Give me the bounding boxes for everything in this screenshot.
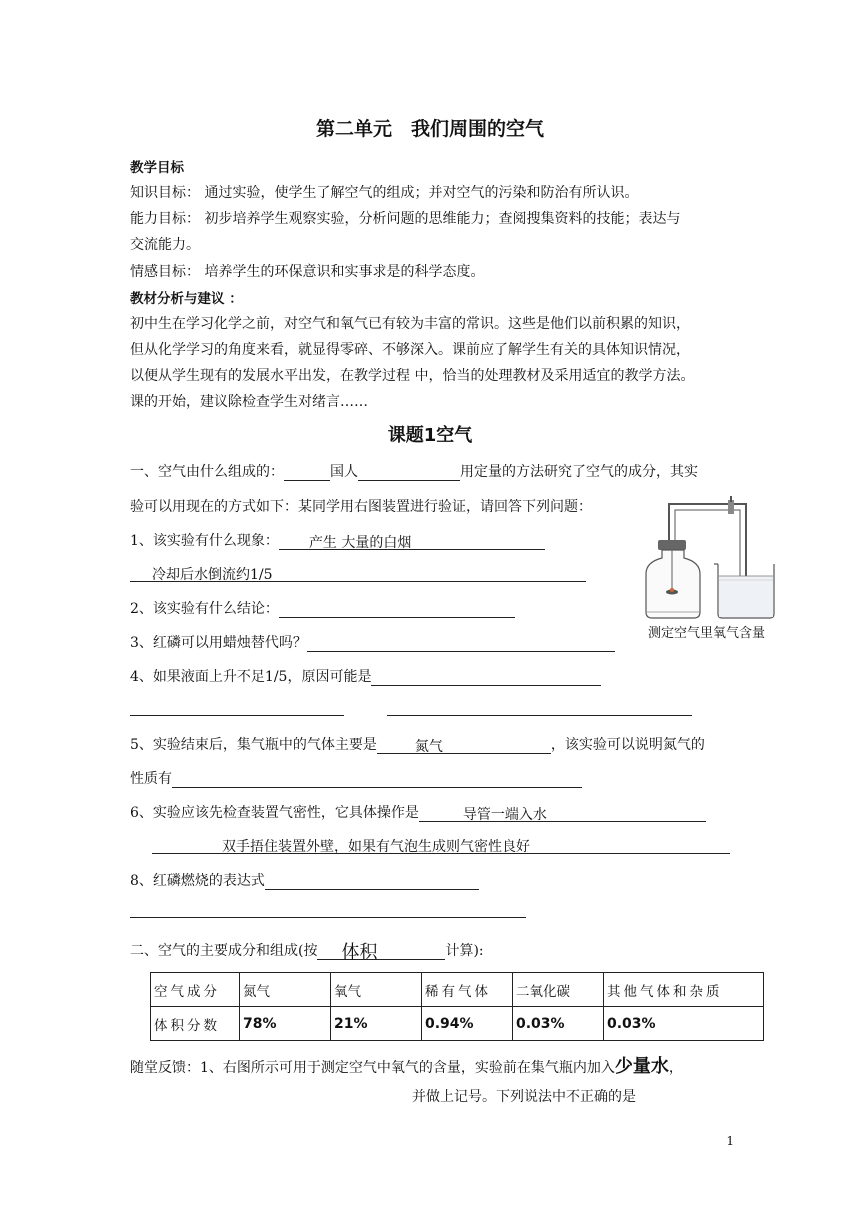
blank[interactable] (265, 871, 479, 890)
analysis-heading: 教材分析与建议 ： (130, 291, 243, 307)
blank[interactable] (371, 667, 601, 686)
emotion-objective: 情感目标： 培养学生的环保意识和实事求是的科学态度。 (130, 264, 485, 280)
answer-field[interactable]: 氮气 (377, 736, 551, 754)
feedback-line1: 随堂反馈：1、右图所示可用于测定空气中氧气的含量，实验前在集气瓶内加入少量水， (130, 1056, 683, 1077)
knowledge-objective: 知识目标： 通过实验，使学生了解空气的组成；并对空气的污染和防治有所认识。 (130, 185, 639, 201)
blank[interactable] (358, 462, 460, 481)
figure-caption: 测定空气里氧气含量 (648, 626, 766, 641)
table-cell: 21% (331, 1007, 422, 1041)
item-2: 2、该实验有什么结论： (130, 598, 515, 618)
objectives-heading: 教学目标 (130, 160, 184, 176)
air-composition-table (150, 972, 764, 1041)
table-cell: 体积分数 (151, 1007, 240, 1041)
q1-line2: 验可以用现在的方式如下：某同学用右图装置进行验证，请回答下列问题： (130, 499, 592, 515)
table-cell: 0.03% (604, 1007, 764, 1041)
answer-field[interactable]: 冷却后水倒流约1/5 (130, 564, 586, 582)
item-5: 5、实验结束后，集气瓶中的气体主要是 氮气 ，该实验可以说明氮气的 (130, 737, 705, 755)
item-1: 1、该实验有什么现象： 产生 大量的白烟 (130, 530, 545, 550)
item-8: 8、红磷燃烧的表达式 (130, 870, 479, 890)
q1-line1: 一、空气由什么组成的： 国人 用定量的方法研究了空气的成分，其实 (130, 464, 698, 480)
table-cell: 二氧化碳 (513, 973, 604, 1007)
table-cell: 氮气 (240, 973, 331, 1007)
blank[interactable] (172, 769, 582, 788)
answer-field[interactable]: 产生 大量的白烟 (279, 532, 545, 550)
analysis-line: 初中生在学习化学之前，对空气和氧气已有较为丰富的常识。这些是他们以前积累的知识， (130, 316, 690, 332)
table-cell: 78% (240, 1007, 331, 1041)
blank[interactable] (387, 698, 692, 716)
table-cell: 空气成分 (151, 973, 240, 1007)
blank[interactable] (284, 462, 330, 481)
item-6: 6、实验应该先检查装置气密性，它具体操作是 导管一端入水 (130, 802, 706, 822)
blank[interactable] (130, 698, 344, 716)
table-row (151, 1007, 764, 1041)
analysis-line: 课的开始，建议除检查学生对绪言…… (130, 394, 368, 410)
item-4: 4、如果液面上升不足1/5，原因可能是 (130, 666, 601, 686)
table-cell: 其他气体和杂质 (604, 973, 764, 1007)
table-cell: 氧气 (331, 973, 422, 1007)
item-6-answer-line2 (152, 836, 730, 854)
item-1-answer-line2 (130, 564, 586, 582)
oxygen-apparatus-illustration (638, 494, 788, 642)
table-cell: 稀有气体 (422, 973, 513, 1007)
ability-objective-line2: 交流能力。 (130, 237, 200, 253)
blank[interactable] (307, 633, 615, 652)
answer-field[interactable]: 导管一端入水 (419, 804, 706, 822)
answer-field[interactable]: 体积 (317, 938, 445, 960)
page-title: 第二单元 我们周围的空气 (315, 118, 544, 140)
analysis-line: 以便从学生现有的发展水平出发，在教学过程 中，恰当的处理教材及采用适宜的教学方法。 (130, 368, 695, 384)
table-row (151, 973, 764, 1007)
item-3: 3、红磷可以用蜡烛替代吗？ (130, 632, 615, 652)
analysis-line: 但从化学学习的角度来看，就显得零碎、不够深入。课前应了解学生有关的具体知识情况， (130, 342, 690, 358)
ability-objective-line1: 能力目标： 初步培养学生观察实验，分析问题的思维能力；查阅搜集资料的技能；表达与 (130, 211, 681, 227)
lesson-title: 课题1空气 (387, 425, 473, 446)
answer-field[interactable]: 双手捂住装置外壁，如果有气泡生成则气密性良好 (152, 836, 730, 854)
table-cell: 0.94% (422, 1007, 513, 1041)
q2-line: 二、空气的主要成分和组成(按 体积 计算): (130, 938, 484, 960)
blank[interactable] (279, 599, 515, 618)
apparatus-figure (638, 494, 788, 642)
page-number: 1 (726, 1134, 734, 1148)
feedback-line2: 并做上记号。下列说法中不正确的是 (412, 1089, 636, 1105)
item-5-line2: 性质有 (130, 768, 582, 788)
table-cell: 0.03% (513, 1007, 604, 1041)
blank[interactable] (130, 900, 526, 918)
